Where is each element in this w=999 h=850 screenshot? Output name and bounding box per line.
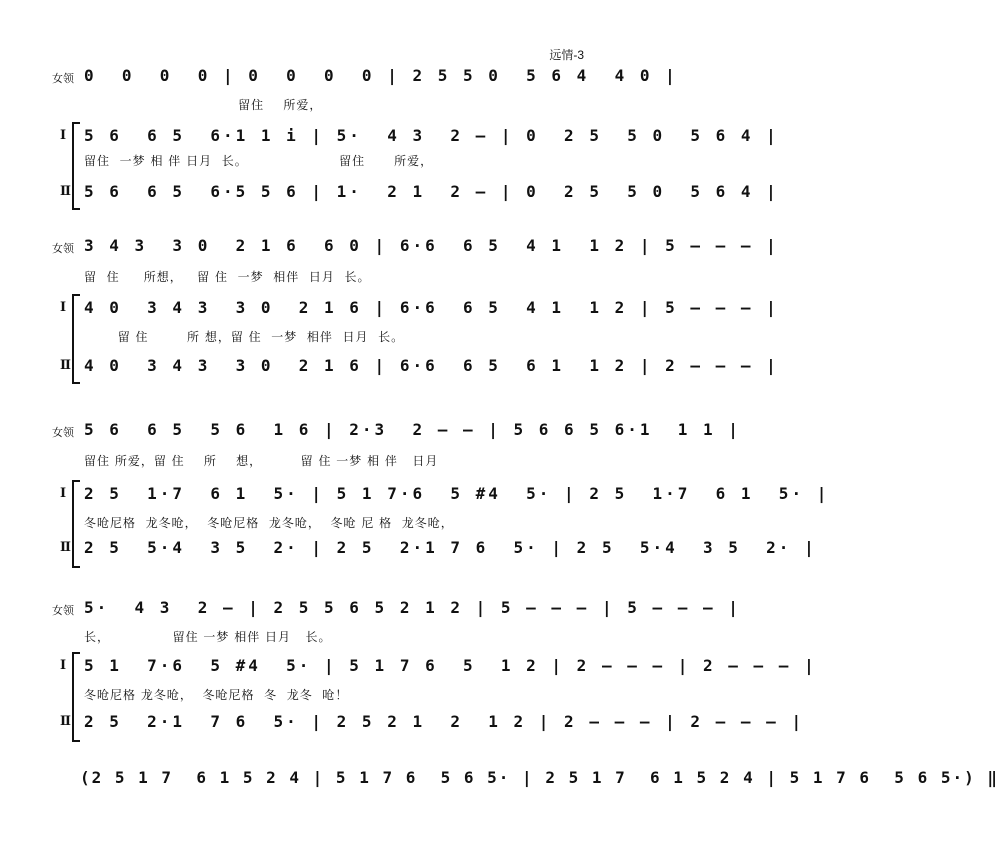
lead-lyric-2: 留 住 所想， 留 住 一梦 相伴 日月 长。 <box>84 270 371 284</box>
lead-label: 女领 <box>52 243 74 255</box>
part1-label-4: Ⅰ <box>60 658 67 673</box>
part1-lyric-4: 冬呛尼格 龙冬呛， 冬呛尼格 冬 龙冬 呛！ <box>84 688 349 702</box>
lead-lyric-1: 留住 所爱， <box>84 98 323 112</box>
part1-staff-1 <box>0 124 779 152</box>
part2-label-4: Ⅱ <box>60 714 71 729</box>
tail-staff <box>0 768 999 796</box>
page-header: 远情-3 <box>549 48 584 62</box>
part1-notes-1: 5 6 6 5 6·1 1 i | 5· 4 3 2 – | 0 2 5 5 0 5 6 4 | <box>84 126 779 145</box>
lead-notes-3: 5 6 6 5 5 6 1 6 | 2·3 2 – – | 5 6 6 5 6·1 1 1 | <box>84 420 741 439</box>
part1-label-2: Ⅰ <box>60 300 67 315</box>
part2-staff-4 <box>0 710 805 738</box>
lead-staff-4 <box>0 596 741 624</box>
part1-staff-2 <box>0 296 779 324</box>
part2-label-1: Ⅱ <box>60 184 71 199</box>
part1-notes-2: 4 0 3 4 3 3 0 2 1 6 | 6·6 6 5 4 1 1 2 | 5 – – – | <box>84 298 779 317</box>
lead-staff-3 <box>0 418 741 446</box>
part1-staff-4 <box>0 654 817 682</box>
lead-lyric-4: 长， 留住 一梦 相伴 日月 长。 <box>84 630 332 644</box>
part2-staff-1 <box>0 180 779 208</box>
part1-staff-3 <box>0 482 830 510</box>
part1-label-3: Ⅰ <box>60 486 67 501</box>
part1-lyric-2: 留 住 所 想，留 住 一梦 相伴 日月 长。 <box>84 330 405 344</box>
part2-notes-4: 2 5 2·1 7 6 5· | 2 5 2 1 2 1 2 | 2 – – – | 2 – – – | <box>84 712 805 731</box>
tail-notes: (2 5 1 7 6 1 5 2 4 | 5 1 7 6 5 6 5· | 2 5 1 7 6 1 5 2 4 | 5 1 7 6 5 6 5·) ‖ <box>80 768 999 787</box>
part2-label-2: Ⅱ <box>60 358 71 373</box>
part2-label-3: Ⅱ <box>60 540 71 555</box>
lead-label: 女领 <box>52 605 74 617</box>
lead-label: 女领 <box>52 73 74 85</box>
part1-lyric-1: 留住 一梦 相 伴 日月 长。 留住 所爱， <box>84 154 434 168</box>
lead-lyric-3: 留住 所爱，留 住 所 想， 留 住 一梦 相 伴 日月 <box>84 454 439 468</box>
part1-notes-3: 2 5 1·7 6 1 5· | 5 1 7·6 5 #4 5· | 2 5 1·7 6 1 5· | <box>84 484 830 503</box>
part1-label-1: Ⅰ <box>60 128 67 143</box>
lead-label: 女领 <box>52 427 74 439</box>
part1-notes-4: 5 1 7·6 5 #4 5· | 5 1 7 6 5 1 2 | 2 – – – | 2 – – – | <box>84 656 817 675</box>
lead-notes-2: 3 4 3 3 0 2 1 6 6 0 | 6·6 6 5 4 1 1 2 | 5 – – – | <box>84 236 779 255</box>
lead-staff-2 <box>0 234 779 262</box>
part2-notes-1: 5 6 6 5 6·5 5 6 | 1· 2 1 2 – | 0 2 5 5 0 5 6 4 | <box>84 182 779 201</box>
part2-notes-3: 2 5 5·4 3 5 2· | 2 5 2·1 7 6 5· | 2 5 5·4 3 5 2· | <box>84 538 817 557</box>
part1-lyric-3: 冬呛尼格 龙冬呛， 冬呛尼格 龙冬呛， 冬呛 尼 格 龙冬呛， <box>84 516 454 530</box>
lead-notes-1: 0 0 0 0 | 0 0 0 0 | 2 5 5 0 5 6 4 4 0 | <box>84 66 678 85</box>
part2-notes-2: 4 0 3 4 3 3 0 2 1 6 | 6·6 6 5 6 1 1 2 | 2 – – – | <box>84 356 779 375</box>
part2-staff-2 <box>0 354 779 382</box>
part2-staff-3 <box>0 536 817 564</box>
lead-notes-4: 5· 4 3 2 – | 2 5 5 6 5 2 1 2 | 5 – – – | 5 – – – | <box>84 598 741 617</box>
lead-staff-1 <box>0 64 678 92</box>
